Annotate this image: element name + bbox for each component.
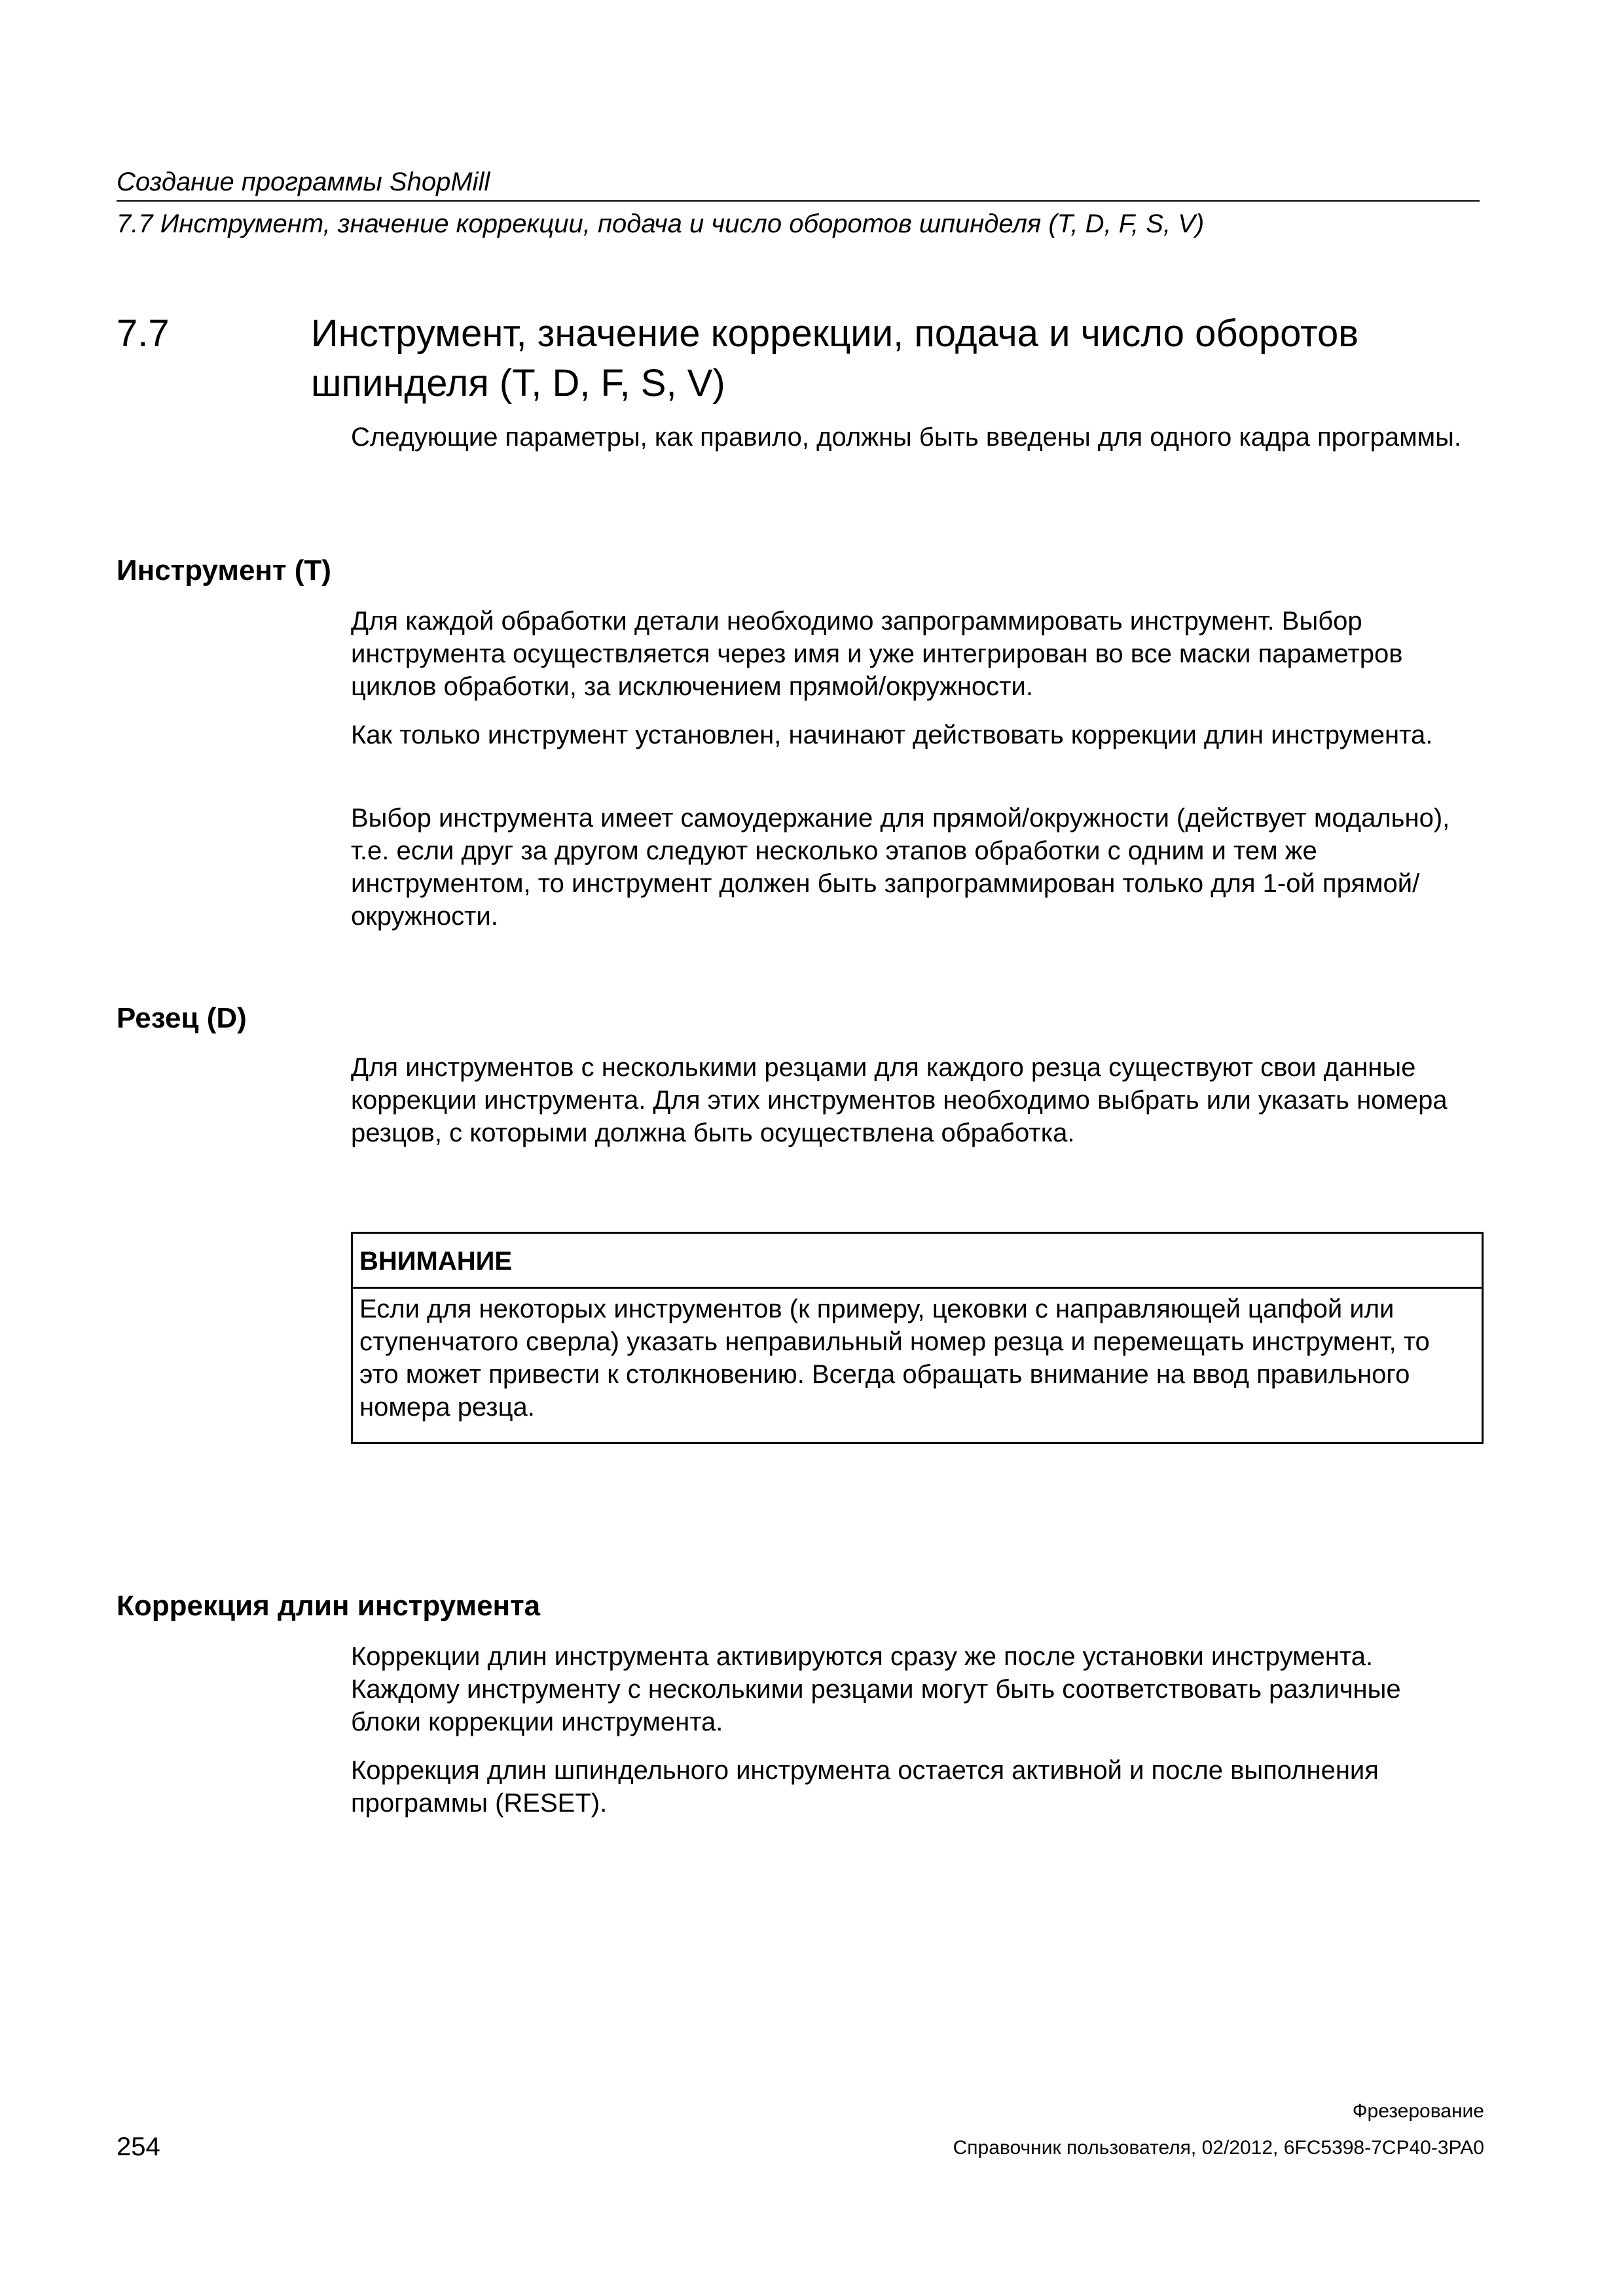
footer-doc-info: Справочник пользователя, 02/2012, 6FC5398-7CP40-3PA0 <box>953 2137 1484 2159</box>
cutter-heading: Резец (D) <box>117 1002 247 1034</box>
length-compensation-paragraph-2: Коррекция длин шпиндельного инструмента остается активной и после выполнения программы (RESET). <box>351 1756 1379 1818</box>
header-divider <box>117 200 1480 202</box>
cutter-paragraph-1: Для инструментов с несколькими резцами для каждого резца существуют свои данные коррекции инструмента. Для этих инструментов необходимо выбрать или указать номера резцов, с которыми должна быть осуществлена обработка. <box>351 1053 1448 1147</box>
page-number: 254 <box>117 2132 160 2161</box>
notice-box <box>351 1232 1484 1444</box>
tool-paragraph-2: Как только инструмент установлен, начинают действовать коррекции длин инструмента. <box>351 721 1433 749</box>
length-compensation-paragraph-1: Коррекции длин инструмента активируются сразу же после установки инструмента. Каждому инструменту с несколькими резцами могут быть соответствовать различные блоки коррекции инструмента. <box>351 1642 1401 1736</box>
section-number: 7.7 <box>117 312 170 355</box>
tool-paragraph-3: Выбор инструмента имеет самоудержание для прямой/окружности (действует модально), т.е. если друг за другом следуют несколько этапов обработки с одним и тем же инструментом, то инструмент должен быть запрограммирован только для 1-ой прямой/окружности. <box>351 804 1450 931</box>
section-intro: Следующие параметры, как правило, должны быть введены для одного кадра программы. <box>351 423 1462 452</box>
notice-text: Если для некоторых инструментов (к примеру, цековки с направляющей цапфой или ступенчатого сверла) указать неправильный номер резца и перемещать инструмент, то это может привести к столкновению. Всегда обращать внимание на ввод правильного номера резца. <box>359 1295 1430 1422</box>
footer-doc-title: Фрезерование <box>1352 2100 1484 2122</box>
length-compensation-heading: Коррекция длин инструмента <box>117 1590 541 1622</box>
tool-paragraph-1: Для каждой обработки детали необходимо запрограммировать инструмент. Выбор инструмента осуществляется через имя и уже интегрирован во все маски параметров циклов обработки, за исключением прямой/окружности. <box>351 607 1403 701</box>
tool-heading: Инструмент (T) <box>117 554 331 586</box>
section-title: Инструмент, значение коррекции, подача и число оборотов шпинделя (T, D, F, S, V) <box>311 312 1359 404</box>
notice-title: ВНИМАНИЕ <box>353 1234 1482 1289</box>
running-header-chapter: Создание программы ShopMill <box>117 168 490 196</box>
running-header-section: 7.7 Инструмент, значение коррекции, подача и число оборотов шпинделя (T, D, F, S, V) <box>117 209 1205 238</box>
